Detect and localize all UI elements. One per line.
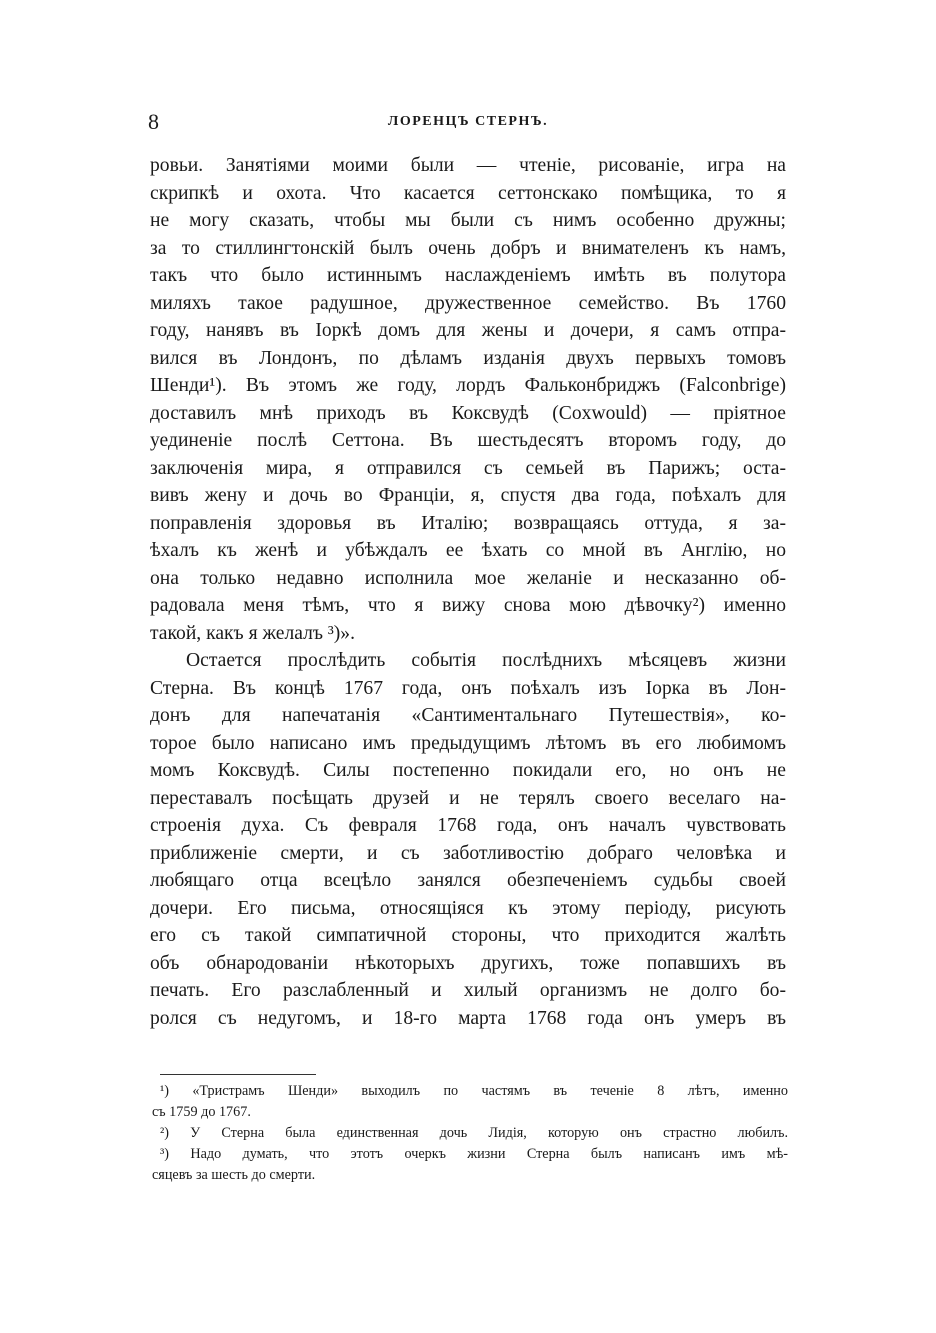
text-line: ролся съ недугомъ, и 18-го марта 1768 года онъ умеръ въ — [150, 1007, 786, 1029]
text-line: торое было написано имъ предыдущимъ лѣтомъ въ его любимомъ — [150, 732, 786, 754]
text-line: Остается прослѣдить событія послѣднихъ мѣсяцевъ жизни — [186, 650, 786, 671]
footnote-line: сяцевъ за шесть до смерти. — [152, 1167, 316, 1183]
footnotes — [152, 1081, 788, 1186]
text-line: она только недавно исполнила мое желаніе и несказанно об- — [150, 567, 786, 589]
text-line: Шенди¹). Въ этомъ же году, лордъ Фальконбриджъ (Falconbrige) — [150, 375, 786, 396]
page-number: 8 — [148, 109, 159, 134]
text-line: строенія духа. Съ февраля 1768 года, онъ началъ чувствовать — [150, 815, 786, 836]
footnote-line: ²) У Стерна была единственная дочь Лидія, которую онъ страстно любилъ. — [160, 1125, 788, 1141]
text-line: вивъ жену и дочь во Франціи, я, спустя два года, поѣхалъ для — [150, 485, 786, 506]
text-line: за то стиллингтонскій былъ очень добръ и внимателенъ къ намъ, — [150, 237, 786, 259]
text-line: переставалъ посѣщать друзей и не терялъ своего веселаго на- — [150, 787, 786, 809]
text-line: миляхъ такое радушное, дружественное семейство. Въ 1760 — [150, 292, 786, 314]
text-line: радовала меня тѣмъ, что я вижу снова мою дѣвочку²) именно — [150, 595, 786, 616]
text-line: скрипкѣ и охота. Что касается сеттонскако помѣщика, то я — [150, 182, 786, 204]
footnote-line: ¹) «Тристрамъ Шенди» выходилъ по частямъ въ теченіе 8 лѣтъ, именно — [160, 1083, 788, 1099]
text-line: поправленія здоровья въ Италію; возвращаясь оттуда, я за- — [150, 512, 786, 534]
text-line: такой, какъ я желалъ ³)». — [150, 622, 356, 644]
text-line: приближеніе смерти, и съ заботливостію добраго человѣка и — [150, 842, 786, 864]
running-title: ЛОРЕНЦЪ СТЕРНЪ. — [387, 114, 549, 129]
text-line: любящаго отца всецѣло занялся обезпеченіемъ судьбы своей — [150, 870, 786, 891]
page-header — [148, 108, 788, 136]
text-line: уединеніе послѣ Сеттона. Въ шестьдесятъ второмъ году, до — [150, 430, 786, 451]
text-line: ѣхалъ къ женѣ и убѣждалъ ее ѣхать со мной въ Англію, но — [150, 540, 786, 561]
text-line: не могу сказать, чтобы мы были съ нимъ особенно дружны; — [150, 210, 786, 231]
text-line: ровьи. Занятіями моими были — чтеніе, рисованіе, игра на — [150, 155, 786, 176]
text-line: вился въ Лондонъ, по дѣламъ изданія двухъ первыхъ томовъ — [150, 347, 786, 369]
text-line: такъ что было истиннымъ наслажденіемъ имѣть въ полутора — [150, 265, 786, 286]
text-line: печать. Его разслабленный и хилый организмъ не долго бо- — [150, 980, 786, 1001]
text-line: дочери. Его письма, относящіяся къ этому періоду, рисують — [150, 897, 786, 919]
text-line: году, нанявъ въ Іоркѣ домъ для жены и дочери, я самъ отпра- — [150, 320, 786, 341]
main-text — [150, 152, 786, 1032]
text-line: момъ Коксвудѣ. Силы постепенно покидали его, но онъ не — [150, 760, 786, 781]
text-line: доставилъ мнѣ приходъ въ Коксвудѣ (Coxwould) — пріятное — [150, 402, 786, 424]
footnote-divider — [160, 1074, 316, 1075]
text-line: его съ такой симпатичной стороны, что приходится жалѣть — [150, 925, 786, 946]
text-line: донъ для напечатанія «Сантиментальнаго Путешествія», ко- — [150, 705, 786, 726]
footnote-line: съ 1759 до 1767. — [152, 1104, 251, 1120]
text-line: Стерна. Въ концѣ 1767 года, онъ поѣхалъ изъ Іорка въ Лон- — [150, 677, 786, 699]
footnote-line: ³) Надо думать, что этотъ очеркъ жизни Стерна былъ написанъ имъ мѣ- — [160, 1146, 788, 1162]
text-line: объ обнародованіи нѣкоторыхъ другихъ, тоже попавшихъ въ — [150, 952, 786, 974]
text-line: заключенія мира, я отправился съ семьей въ Парижъ; оста- — [150, 457, 786, 479]
